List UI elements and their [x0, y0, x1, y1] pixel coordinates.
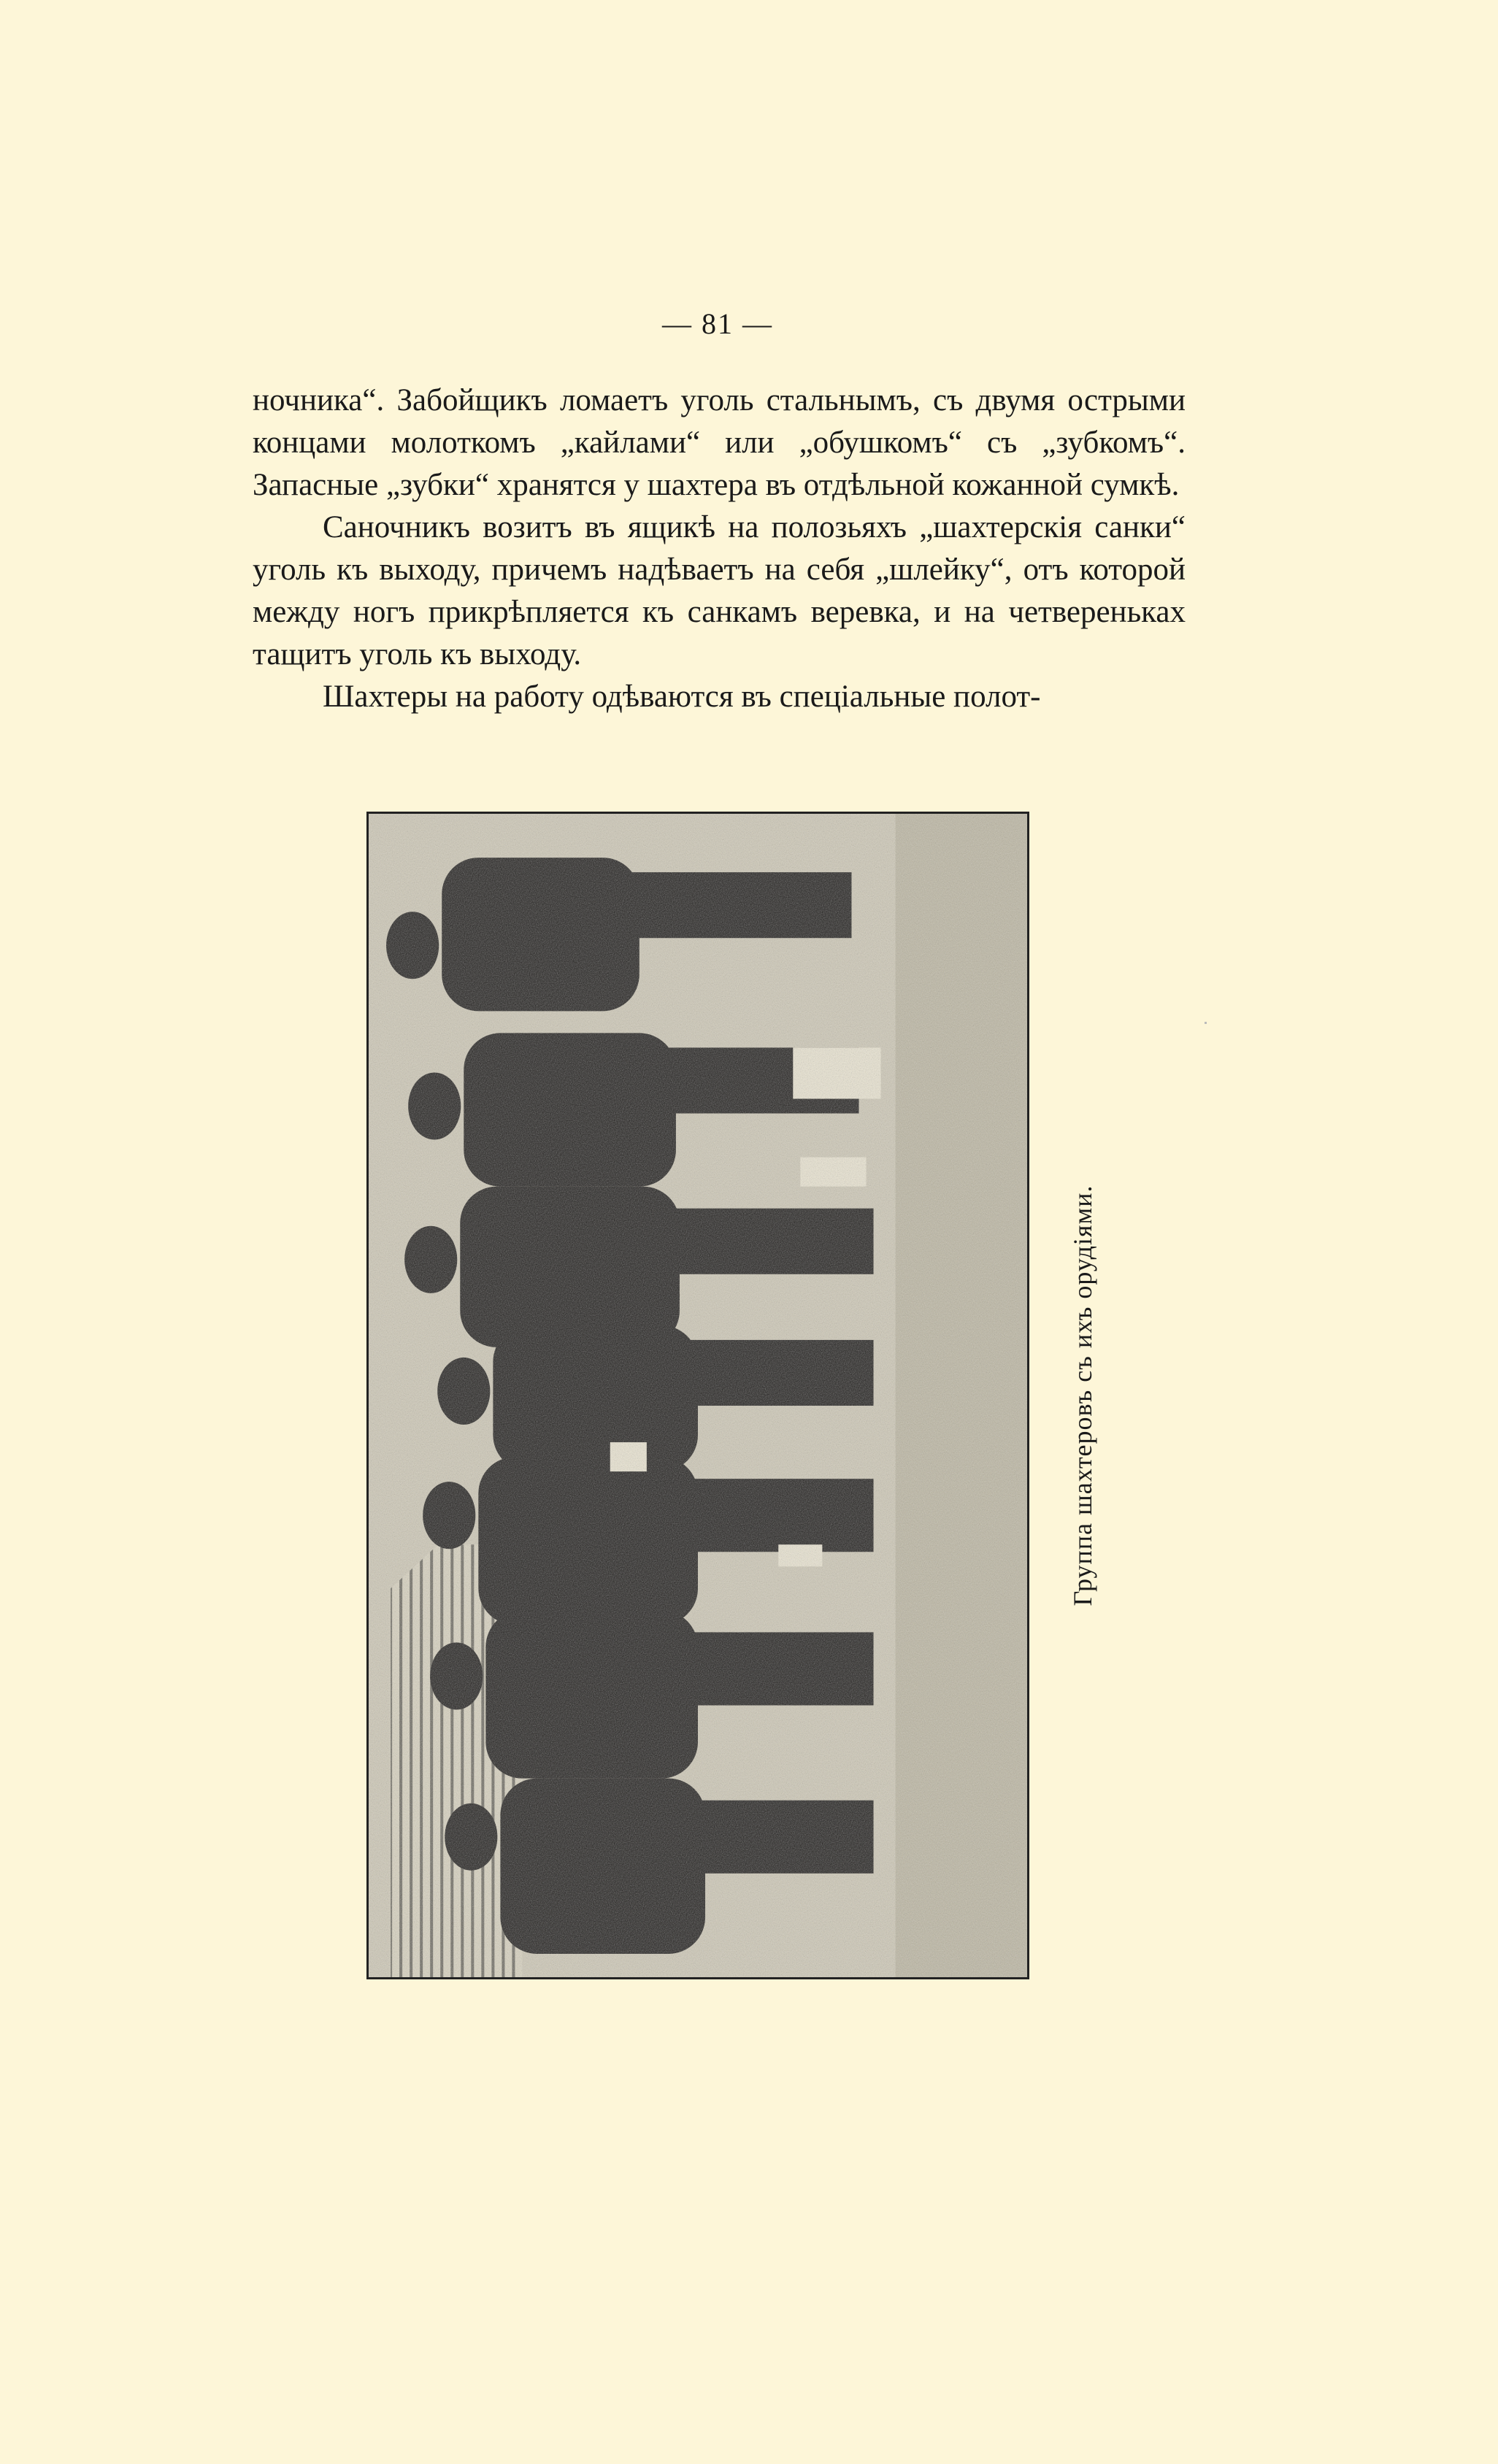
figure-caption: Группа шахтеровъ съ ихъ орудіями. — [1068, 1185, 1097, 1606]
figure-caption-area — [1050, 812, 1115, 1979]
page-number: — 81 — — [662, 307, 773, 340]
paragraph: ночника“. Забойщикъ ломаетъ уголь стальнымъ, съ двумя острыми концами молоткомъ „кайлами“ или „обушкомъ“ съ „зубкомъ“. Запасные „зубки“ хранятся у шахтера въ отдѣльной кожанной сумкѣ. — [253, 383, 1186, 502]
paragraph: Шахтеры на работу одѣваются въ спеціальные полот- — [323, 679, 1041, 714]
figure-photo — [366, 812, 1029, 1979]
margin-speck — [1205, 1022, 1207, 1024]
group-of-miners-photo — [369, 814, 1027, 1977]
paragraph: Саночникъ возитъ въ ящикѣ на полозьяхъ „шахтерскія санки“ уголь къ выходу, причемъ надѣваетъ на себя „шлейку“, отъ которой между ногъ прикрѣпляется къ санкамъ веревка, и на четвереньках тащитъ уголь къ выходу. — [253, 510, 1186, 671]
body-text — [253, 380, 1186, 718]
